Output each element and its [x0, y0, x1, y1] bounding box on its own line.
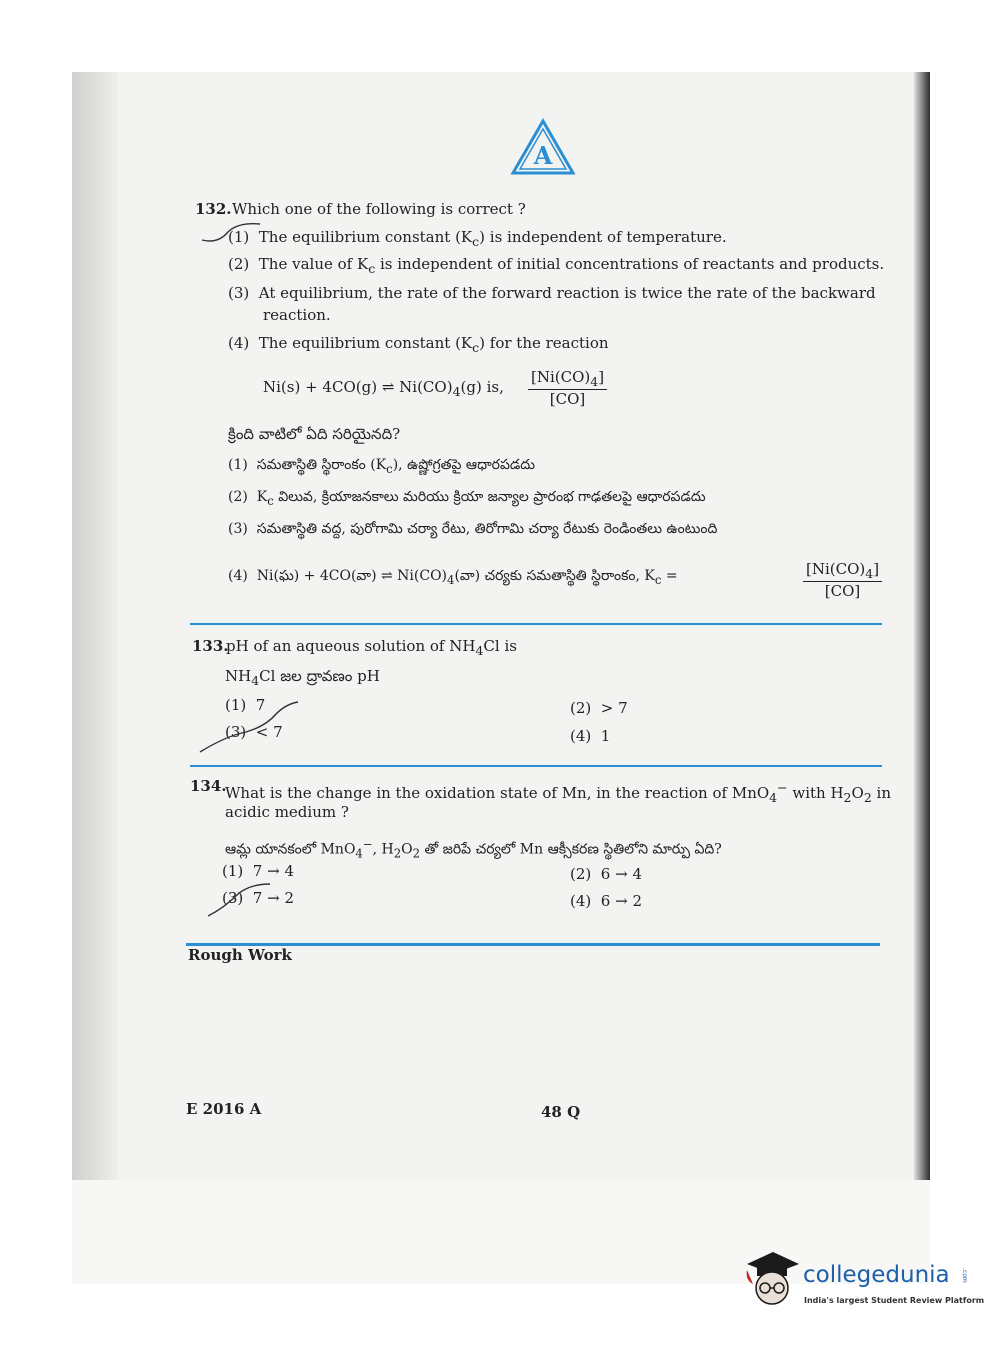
fraction-denominator: [CO]	[549, 390, 586, 408]
q134-question-line2: acidic medium ?	[225, 803, 349, 821]
handwritten-tick-mark-132	[198, 222, 268, 252]
q134-number: 134.	[190, 777, 227, 795]
rough-work-label: Rough Work	[188, 946, 292, 964]
q132-kc-fraction	[528, 368, 607, 408]
option-text: The equilibrium constant (K	[258, 334, 473, 352]
q132-number: 132.	[195, 200, 232, 218]
q134-telugu-question: ఆమ్ల యానకంలో MnO$_4$−, $H_2O_2$ తో జరిపే చర్యలో Mn ఆక్సీకరణ స్థితిలోని మార్పు ఏది?	[225, 837, 722, 861]
brand-tagline: India's largest Student Review Platform	[804, 1296, 985, 1305]
option-text-tail: ) for the reaction	[479, 334, 609, 352]
reaction-tail: (g) is,	[460, 378, 504, 396]
handwritten-tick-mark-133	[196, 696, 306, 758]
q134-question: What is the change in the oxidation state of Mn, in the reaction of MnO$_4$− with $H_2O_2$ in	[225, 780, 891, 805]
q134-option-1: (1) 7 → 4	[222, 862, 294, 880]
set-letter: A	[533, 141, 553, 170]
option-text: The value of K	[258, 255, 369, 273]
q133-option-4: (4) 1	[570, 727, 611, 745]
q132-reaction	[263, 378, 504, 399]
option-text-tail: is independent of initial concentrations of reactants and products.	[375, 255, 885, 273]
q132-option-2	[228, 255, 884, 276]
q133-question: pH of an aqueous solution of $NH_4Cl$ is	[226, 637, 517, 658]
option-text-tail: ) is independent of temperature.	[479, 228, 727, 246]
q133-option-2: (2) > 7	[570, 699, 628, 717]
graduate-mascot-icon	[743, 1250, 801, 1310]
q132-option-4	[228, 334, 609, 355]
q133-telugu-question: $NH_4Cl$ జల ద్రావణం pH	[225, 667, 380, 688]
subscript: 4	[452, 384, 461, 399]
footer-code: E 2016 A	[186, 1100, 262, 1118]
option-label: (1)	[228, 228, 250, 246]
subscript: c	[368, 261, 376, 276]
bottom-band	[72, 1180, 930, 1284]
brand-name: collegedunia	[803, 1262, 950, 1288]
q133-option-1: (1) 7	[225, 696, 266, 714]
subscript: c	[472, 234, 480, 249]
q132-question: Which one of the following is correct ?	[232, 200, 526, 218]
q132-telugu-option-2: (2) $K_c$ విలువ, క్రియాజనకాలు మరియు క్రియా జన్యాల ప్రారంభ గాఢతలపై ఆధారపడదు	[228, 489, 706, 508]
page-left-shadow	[72, 72, 120, 1182]
q132-option-3	[228, 284, 876, 302]
q132-option-1	[228, 228, 727, 249]
q133-number: 133.	[192, 637, 229, 655]
q134-option-2: (2) 6 → 4	[570, 865, 642, 883]
q132-telugu-option-4: (4) Ni(ఘ) + 4CO(వా) ⇌ $Ni(CO)_4(వా)$ చర్యకు సమతాస్థితి స్థిరాంకం, $K_c$ =	[228, 568, 678, 587]
handwritten-tick-mark-134	[204, 880, 284, 922]
triangle-icon	[510, 118, 576, 176]
option-text: At equilibrium, the rate of the forward reaction is twice the rate of the backward	[258, 284, 876, 302]
q133-option-3: (3) < 7	[225, 723, 283, 741]
set-letter-badge	[510, 118, 576, 180]
reaction-text: Ni(s) + 4CO(g) ⇌ Ni(CO)	[263, 378, 453, 396]
brand-dotcom: .com	[961, 1268, 968, 1283]
q134-option-3: (3) 7 → 2	[222, 889, 294, 907]
subscript: c	[472, 340, 480, 355]
option-label: (2)	[228, 255, 250, 273]
option-label: (3)	[228, 284, 250, 302]
q132-telugu-question: క్రింది వాటిలో ఏది సరియైనది?	[228, 425, 401, 443]
option-text: The equilibrium constant (K	[258, 228, 473, 246]
fraction-numerator: $[Ni(CO)_4]$	[528, 368, 607, 390]
divider-133-134	[190, 765, 882, 767]
q132-telugu-option-3: (3) సమతాస్థితి వద్ద, పురోగామి చర్యా రేటు, తిరోగామి చర్యా రేటుకు రెండింతలు ఉంటుంది	[228, 521, 718, 537]
q132-telugu-option-1: (1) సమతాస్థితి స్థిరాంకం $(K_c)$, ఉష్ణోగ్రతపై ఆధారపడదు	[228, 457, 536, 476]
q134-option-4: (4) 6 → 2	[570, 892, 642, 910]
option-label: (4)	[228, 334, 250, 352]
q132-option-3-line2: reaction.	[263, 306, 331, 324]
footer-page: 48 Q	[541, 1103, 581, 1121]
q132-telugu-kc-fraction: $\frac{[Ni(CO)_4]}{[CO]}$	[803, 560, 882, 600]
page-right-shadow	[914, 72, 930, 1182]
divider-132-133	[190, 623, 882, 625]
